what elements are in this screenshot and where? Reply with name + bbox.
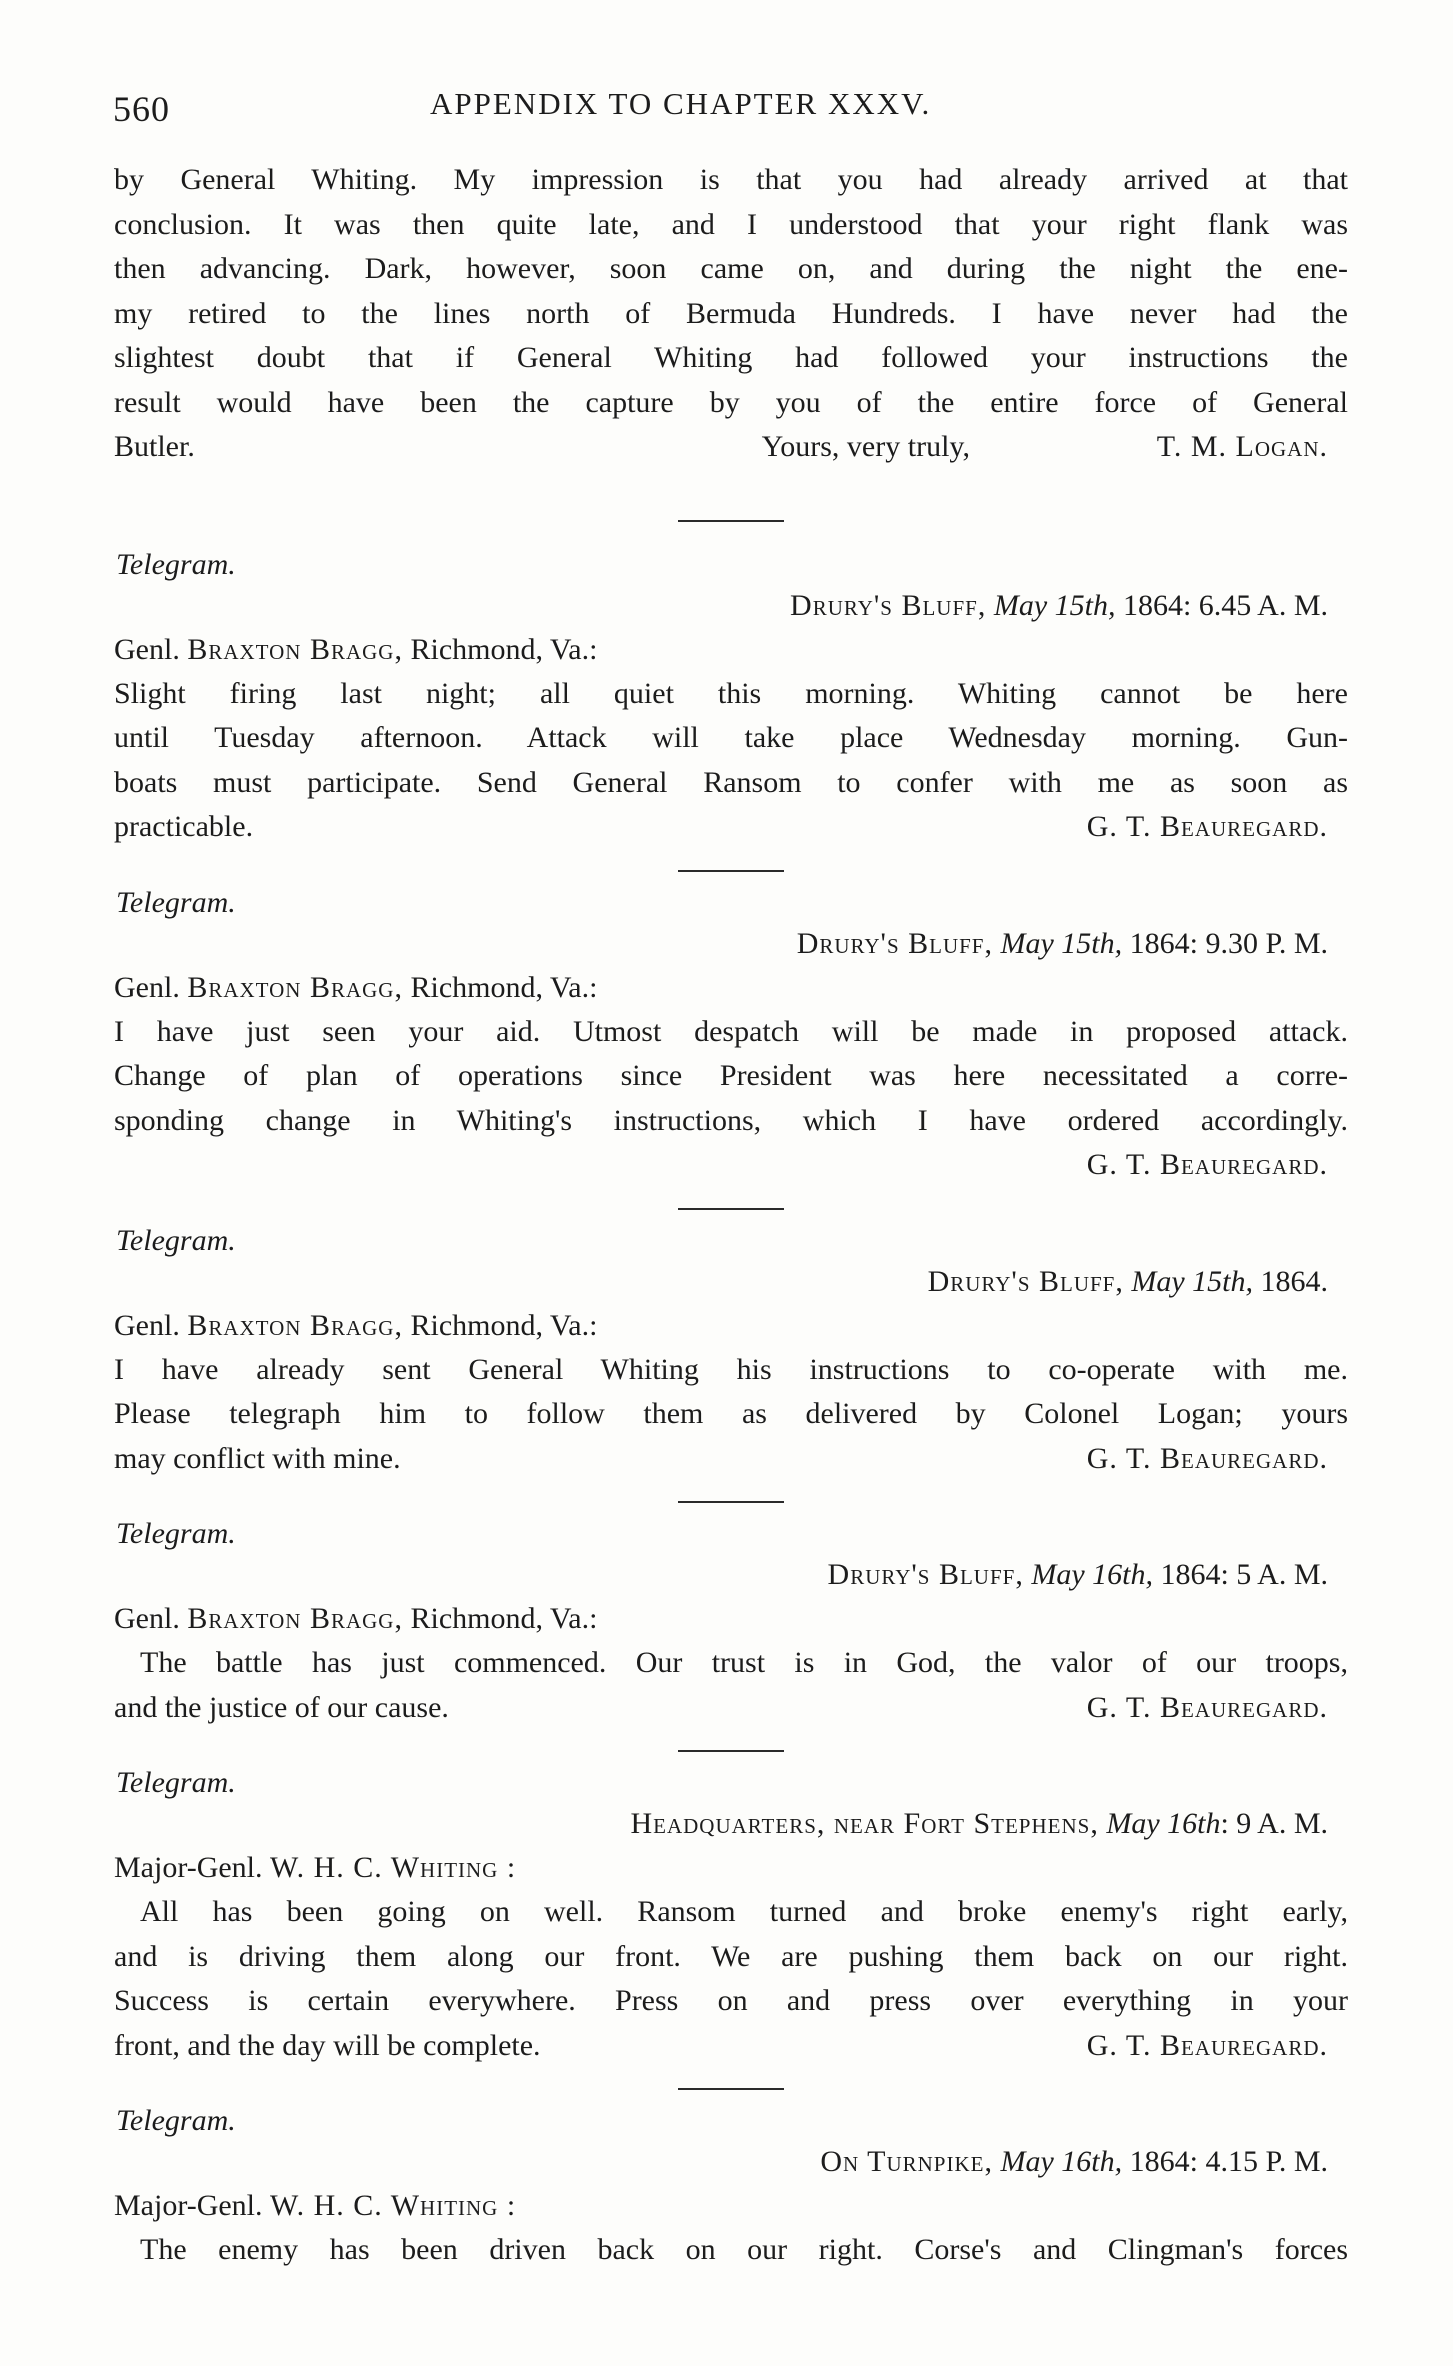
addressee-name: Braxton Bragg, [187, 632, 403, 666]
addressee [114, 1597, 1348, 1641]
addressee-name: Braxton Bragg, [187, 1308, 403, 1342]
closing-line [114, 1143, 1348, 1188]
dateline [114, 1260, 1348, 1304]
section-divider [678, 1501, 784, 1503]
text-line: boats must participate. Send General Ransom to confer with me as soon as [114, 765, 1348, 799]
text-line: Change of plan of operations since President was here necessitated a corre- [114, 1059, 1348, 1092]
time: 1864: 4.15 P. M. [1129, 2145, 1328, 2178]
addressee-name: W. H. C. Whiting : [270, 1851, 517, 1884]
date: May 16th, [1000, 2145, 1123, 2178]
place: Drury's Bluff, [796, 926, 993, 960]
signature: T. M. Logan. [1156, 430, 1328, 463]
addressee [114, 1846, 1348, 1890]
time: 1864. [1260, 1264, 1328, 1298]
valediction: Yours, very truly, [761, 430, 970, 463]
page-body [114, 158, 1348, 2273]
section-divider [678, 1208, 784, 1210]
text-line: Please telegraph him to follow them as delivered by Colonel Logan; yours [114, 1397, 1348, 1430]
text-line: I have already sent General Whiting his instructions to co-operate with me. [114, 1352, 1348, 1386]
signature: G. T. Beauregard. [1086, 1690, 1328, 1724]
addressee-place: Richmond, Va.: [410, 970, 598, 1004]
date: May 15th, [1000, 926, 1123, 960]
signature: G. T. Beauregard. [1086, 1441, 1328, 1475]
page-number: 560 [113, 89, 170, 129]
dateline [114, 1802, 1348, 1846]
time: 1864: 9.30 P. M. [1129, 926, 1328, 960]
addressee-prefix: Major-Genl. [114, 1851, 263, 1884]
telegram [114, 1222, 1348, 1482]
text-line: slightest doubt that if General Whiting had followed your instructions the [114, 341, 1348, 374]
addressee-place: Richmond, Va.: [410, 1602, 598, 1635]
text-line: sponding change in Whiting's instructions, which I have ordered accordingly. [114, 1103, 1348, 1137]
text-line: Slight firing last night; all quiet this morning. Whiting cannot be here [114, 676, 1348, 710]
addressee-prefix: Genl. [114, 1602, 180, 1635]
time: : 9 A. M. [1220, 1807, 1328, 1840]
addressee-place: Richmond, Va.: [410, 632, 598, 666]
signature: G. T. Beauregard. [1086, 810, 1328, 843]
addressee-name: Braxton Bragg, [187, 970, 403, 1004]
section-divider [678, 2088, 784, 2090]
signature: G. T. Beauregard. [1086, 2028, 1328, 2062]
date: May 16th [1106, 1807, 1221, 1840]
signature: G. T. Beauregard. [1086, 1148, 1328, 1181]
section-divider [678, 1750, 784, 1752]
addressee-place: Richmond, Va.: [410, 1308, 598, 1342]
text-line: I have just seen your aid. Utmost despatch will be made in proposed attack. [114, 1014, 1348, 1048]
telegram-label: Telegram. [116, 1517, 236, 1550]
place: Drury's Bluff, [927, 1264, 1124, 1298]
text-fragment: practicable. [114, 810, 254, 843]
telegram-label: Telegram. [116, 1223, 236, 1257]
closing-line [114, 1437, 1348, 1482]
addressee-name: Braxton Bragg, [187, 1602, 403, 1635]
place: Headquarters, near Fort Stephens, [630, 1807, 1099, 1840]
text-line: by General Whiting. My impression is that you had already arrived at that [114, 163, 1348, 196]
telegram-label: Telegram. [116, 547, 236, 581]
addressee [114, 1304, 1348, 1348]
text-line: All has been going on well. Ransom turned and broke enemy's right early, [140, 1895, 1348, 1928]
dateline [114, 1553, 1348, 1597]
addressee-prefix: Genl. [114, 1308, 180, 1342]
text-fragment: and the justice of our cause. [114, 1690, 449, 1724]
place: On Turnpike, [820, 2145, 993, 2178]
text-line: The battle has just commenced. Our trust is in God, the valor of our troops, [140, 1646, 1348, 1679]
text-line: Success is certain everywhere. Press on and press over everything in your [114, 1984, 1348, 2017]
text-line: The enemy has been driven back on our right. Corse's and Clingman's forces [140, 2233, 1348, 2266]
date: May 15th, [1131, 1264, 1253, 1298]
addressee-prefix: Genl. [114, 970, 180, 1004]
addressee-name: W. H. C. Whiting : [270, 2189, 517, 2222]
text-line: my retired to the lines north of Bermuda Hundreds. I have never had the [114, 296, 1348, 330]
telegram-label: Telegram. [116, 885, 236, 919]
text-line: and is driving them along our front. We are pushing them back on our right. [114, 1939, 1348, 1973]
closing-line [114, 425, 1348, 470]
addressee [114, 2184, 1348, 2228]
addressee-prefix: Genl. [114, 632, 180, 666]
place: Drury's Bluff, [790, 588, 987, 622]
addressee [114, 966, 1348, 1010]
telegram [114, 1764, 1348, 2068]
text-line: until Tuesday afternoon. Attack will take place Wednesday morning. Gun- [114, 721, 1348, 754]
date: May 16th, [1031, 1558, 1153, 1591]
dateline [114, 2140, 1348, 2184]
place: Drury's Bluff, [827, 1558, 1024, 1591]
addressee [114, 628, 1348, 672]
telegram [114, 884, 1348, 1188]
telegram-label: Telegram. [116, 2104, 236, 2137]
section-divider [678, 870, 784, 872]
time: 1864: 5 A. M. [1160, 1558, 1328, 1591]
running-head: APPENDIX TO CHAPTER XXXV. [430, 86, 932, 121]
telegram-label: Telegram. [116, 1766, 236, 1799]
text-line: result would have been the capture by you of the entire force of General [114, 385, 1348, 419]
section-divider [678, 520, 784, 522]
letter-ending [114, 158, 1348, 470]
page-header [0, 80, 1453, 140]
telegram [114, 1515, 1348, 1730]
time: 1864: 6.45 A. M. [1122, 588, 1328, 622]
closing-line [114, 2024, 1348, 2069]
text-fragment: Butler. [114, 430, 195, 463]
text-line: conclusion. It was then quite late, and I understood that your right flank was [114, 207, 1348, 241]
text-fragment: front, and the day will be complete. [114, 2028, 541, 2062]
addressee-prefix: Major-Genl. [114, 2189, 263, 2222]
closing-line [114, 805, 1348, 850]
dateline [114, 584, 1348, 628]
telegram [114, 2102, 1348, 2273]
telegram [114, 546, 1348, 850]
text-line: then advancing. Dark, however, soon came on, and during the night the ene- [114, 252, 1348, 285]
dateline [114, 922, 1348, 966]
closing-line [114, 1686, 1348, 1731]
text-fragment: may conflict with mine. [114, 1441, 401, 1475]
date: May 15th, [993, 588, 1116, 622]
